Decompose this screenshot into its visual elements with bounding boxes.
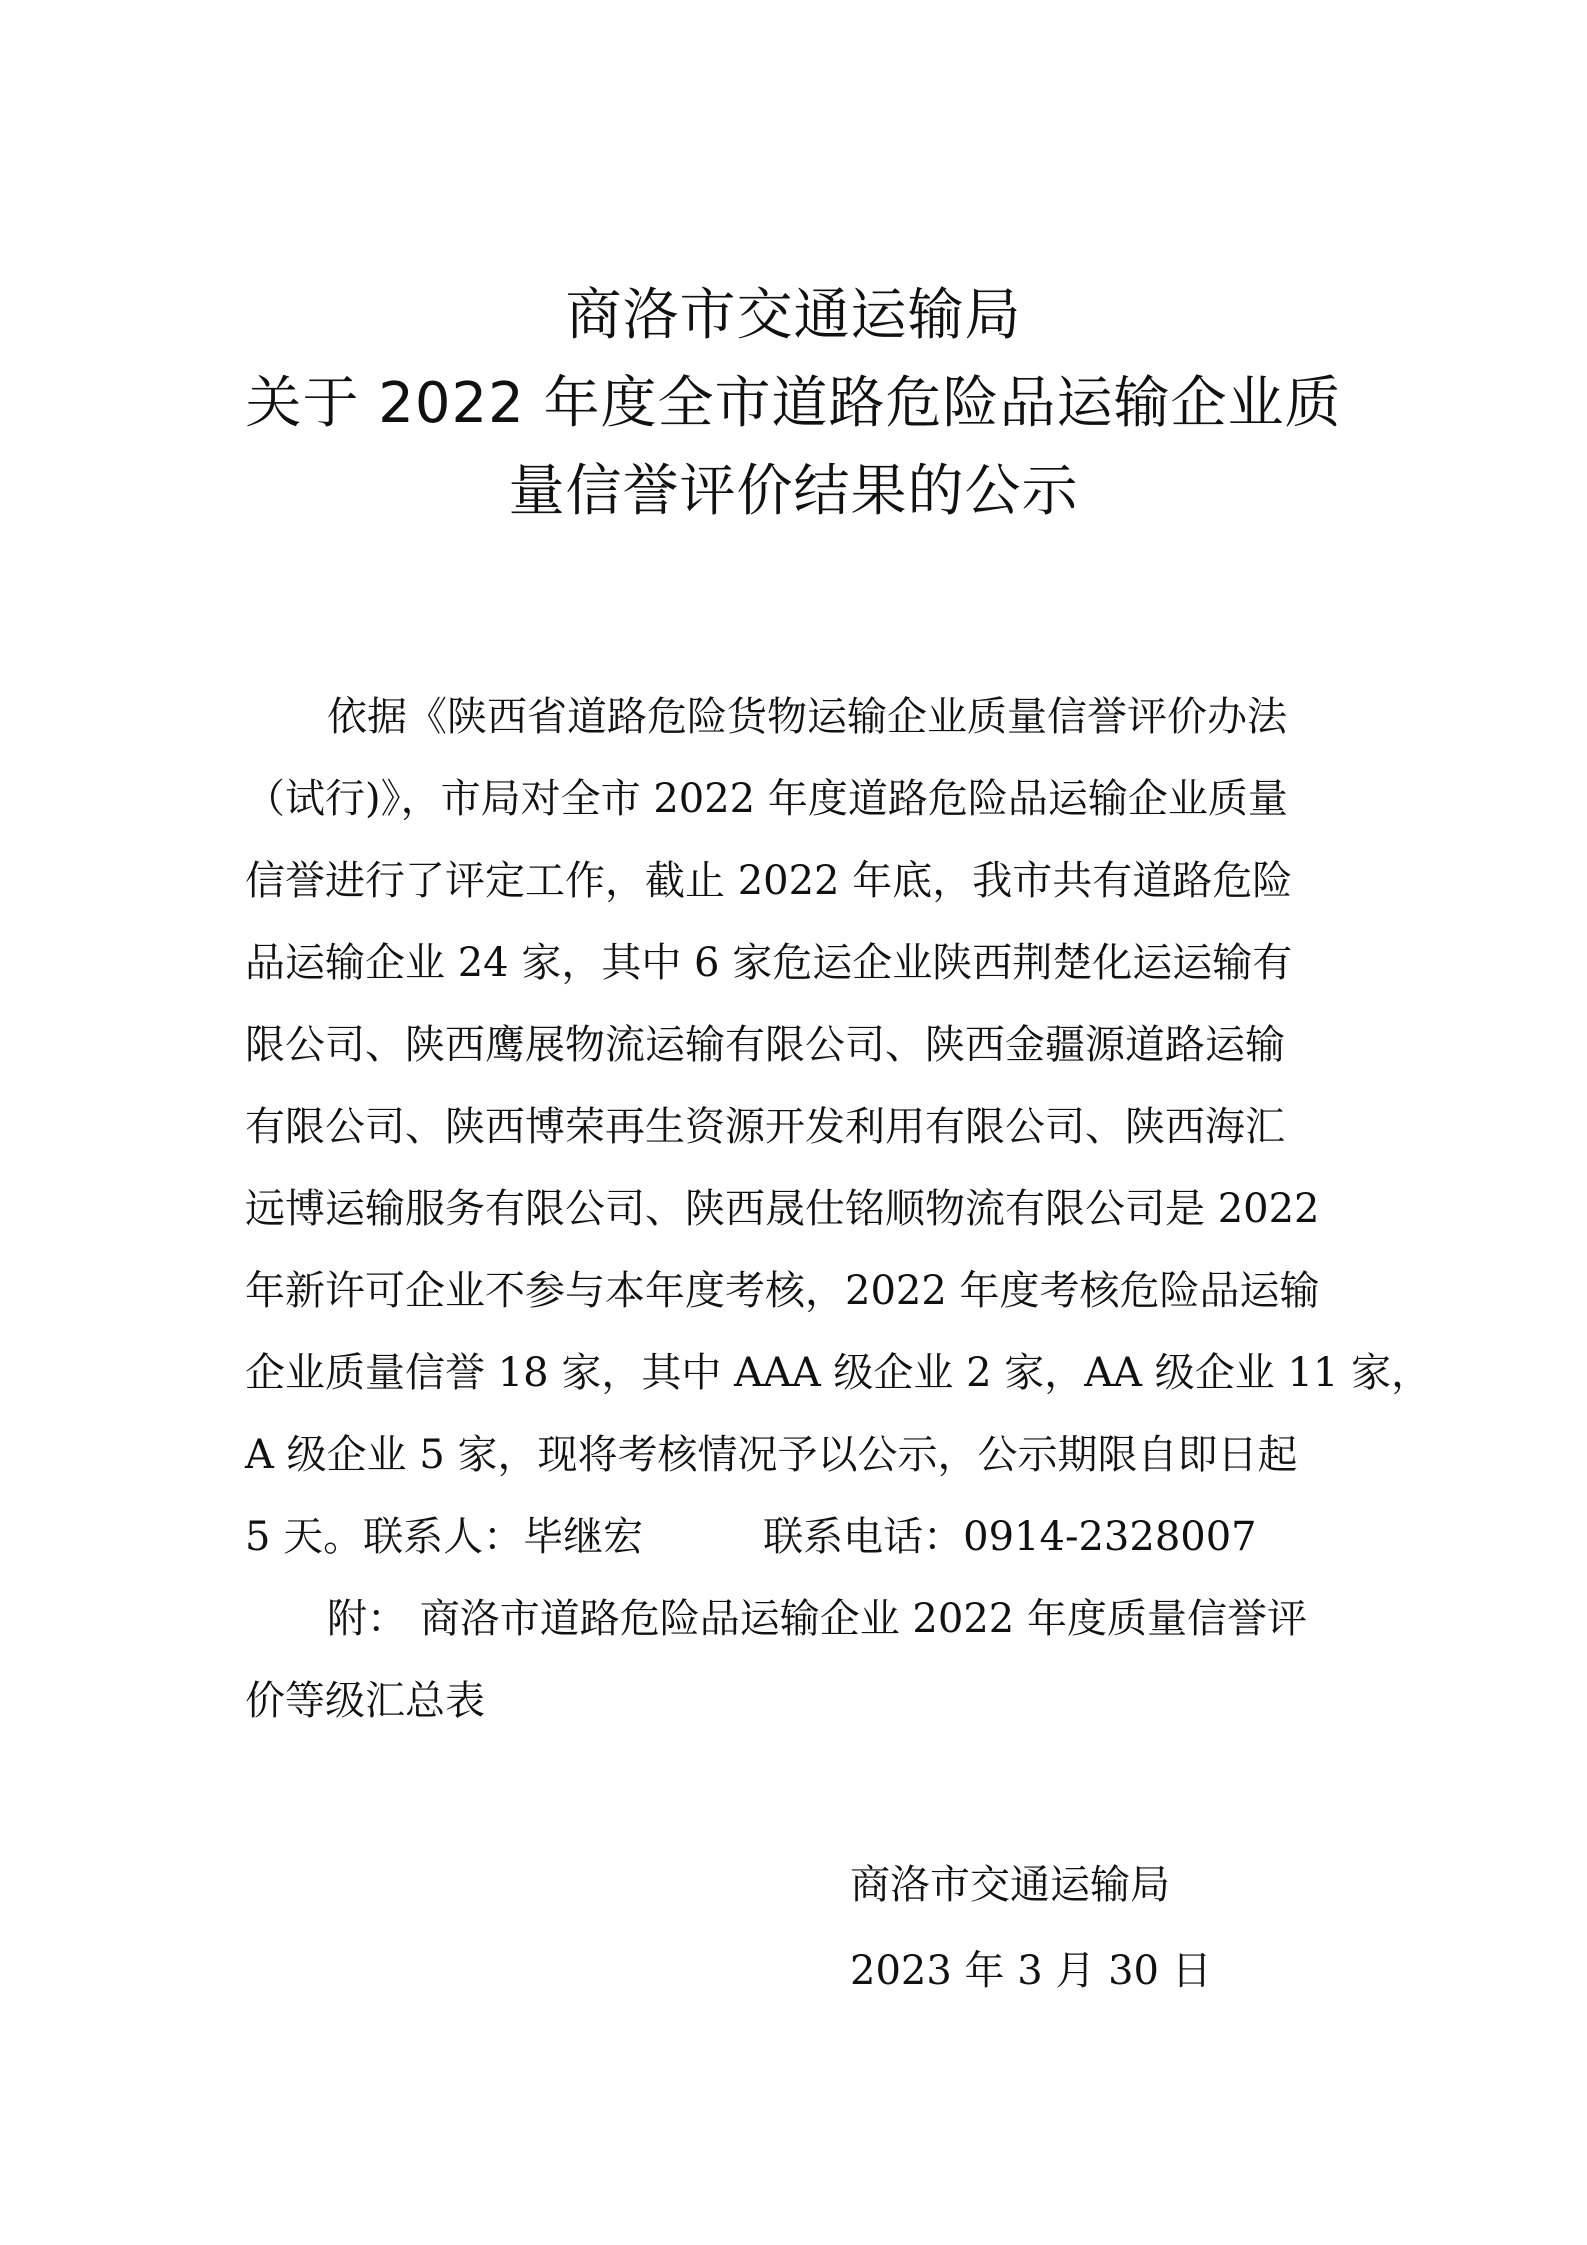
- attachment-line: 附： 商洛市道路危险品运输企业 2022 年度质量信誉评: [327, 1596, 1307, 1642]
- signature-block: [850, 1842, 1212, 2014]
- document-title: [150, 272, 1437, 536]
- body-line: 5 天。联系人：毕继宏 联系电话：0914-2328007: [245, 1514, 1257, 1560]
- body-line: 年新许可企业不参与本年度考核，2022 年度考核危险品运输: [245, 1268, 1320, 1314]
- title-line-3: 量信誉评价结果的公示: [508, 459, 1079, 524]
- body-line: 限公司、陕西鹰展物流运输有限公司、陕西金疆源道路运输: [245, 1022, 1285, 1068]
- body-line: 远博运输服务有限公司、陕西晟仕铭顺物流有限公司是 2022: [245, 1186, 1320, 1232]
- title-line-1: 商洛市交通运输局: [565, 283, 1022, 348]
- body-line: A 级企业 5 家，现将考核情况予以公示，公示期限自即日起: [245, 1432, 1298, 1478]
- attachment-line: 价等级汇总表: [245, 1678, 485, 1724]
- signature-org: 商洛市交通运输局: [850, 1862, 1170, 1908]
- title-line-2: 关于 2022 年度全市道路危险品运输企业质: [245, 371, 1342, 436]
- body-line: （试行)》，市局对全市 2022 年度道路危险品运输企业质量: [245, 776, 1288, 822]
- body-line: 依据《陕西省道路危险货物运输企业质量信誉评价办法: [327, 694, 1287, 740]
- body-line: 有限公司、陕西博荣再生资源开发利用有限公司、陕西海汇: [245, 1104, 1285, 1150]
- document-body: [245, 676, 1432, 1742]
- body-line: 品运输企业 24 家，其中 6 家危运企业陕西荆楚化运运输有: [245, 940, 1293, 986]
- signature-date: 2023 年 3 月 30 日: [850, 1948, 1212, 1994]
- body-line: 信誉进行了评定工作，截止 2022 年底，我市共有道路危险: [245, 858, 1293, 904]
- body-line: 企业质量信誉 18 家，其中 AAA 级企业 2 家，AA 级企业 11 家，: [245, 1350, 1432, 1396]
